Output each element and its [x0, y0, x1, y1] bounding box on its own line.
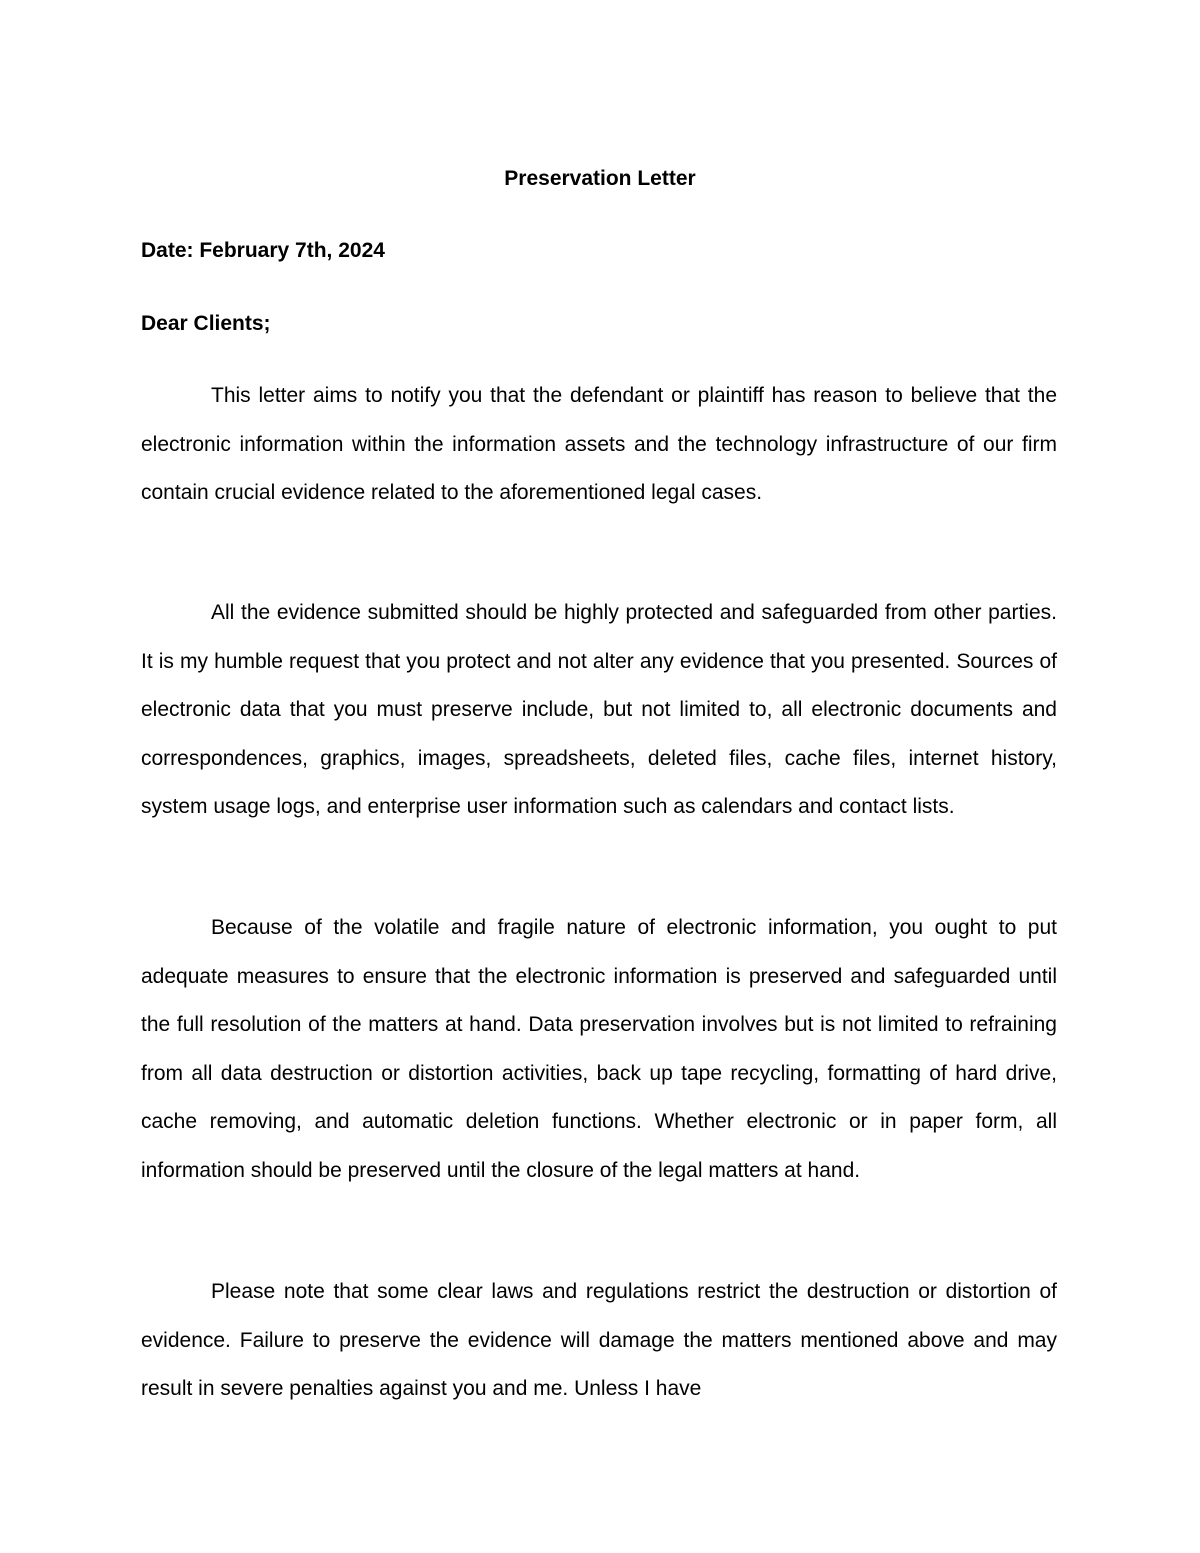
body-paragraph-1: This letter aims to notify you that the defendant or plaintiff has reason to believe that the electronic information within the information assets and the technology infrastructure of our firm contain crucial evidence related to the aforementioned legal cases.	[141, 384, 1057, 505]
document-title: Preservation Letter	[504, 167, 696, 190]
salutation: Dear Clients;	[141, 312, 271, 335]
body-paragraph-4: Please note that some clear laws and regulations restrict the destruction or distortion of evidence. Failure to preserve the evidence will damage the matters mentioned above and may result in severe penalties against you and me. Unless I have	[141, 1280, 1057, 1401]
body-paragraph-2: All the evidence submitted should be highly protected and safeguarded from other parties. It is my humble request that you protect and not alter any evidence that you presented. Sources of electronic data that you must preserve include, but not limited to, all electronic documents and correspondences, graphics, images, spreadsheets, deleted files, cache files, internet history, system usage logs, and enterprise user information such as calendars and contact lists.	[141, 601, 1057, 819]
body-paragraph-3: Because of the volatile and fragile nature of electronic information, you ought to put adequate measures to ensure that the electronic information is preserved and safeguarded until the full resolution of the matters at hand. Data preservation involves but is not limited to refraining from all data destruction or distortion activities, back up tape recycling, formatting of hard drive, cache removing, and automatic deletion functions. Whether electronic or in paper form, all information should be preserved until the closure of the legal matters at hand.	[141, 916, 1057, 1182]
letter-date: Date: February 7th, 2024	[141, 239, 385, 262]
